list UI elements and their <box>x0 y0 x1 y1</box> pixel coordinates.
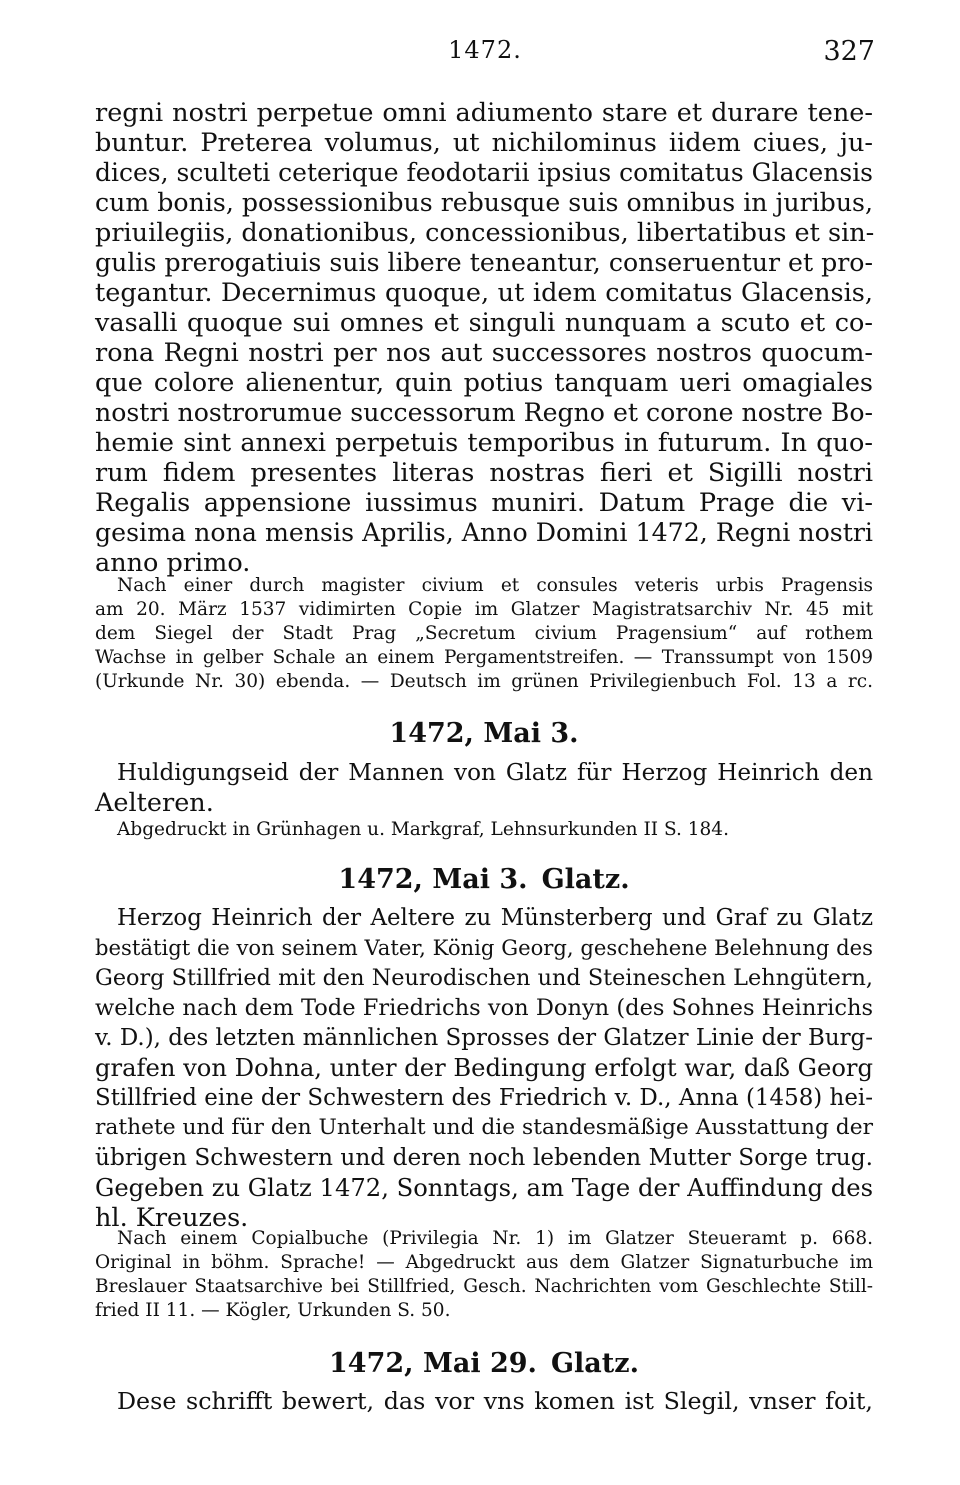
entry-heading <box>95 1348 873 1379</box>
text-line: Regalis appensione iussimus muniri. Datum Prage die vi- <box>95 488 873 518</box>
note-line: fried II 11. — Kögler, Urkunden S. 50. <box>95 1300 451 1321</box>
text-line: Huldigungseid der Mannen von Glatz für Herzog Heinrich den <box>117 760 873 786</box>
note-line: Wachse in gelber Schale an einem Pergamentstreifen. — Transsumpt von 1509 <box>95 647 873 668</box>
text-line: hl. Kreuzes. <box>95 1203 249 1233</box>
note-line: Original in böhm. Sprache! — Abgedruckt aus dem Glatzer Signaturbuche im <box>95 1252 873 1273</box>
text-line: Gegeben zu Glatz 1472, Sonntags, am Tage der Auffindung des <box>95 1174 873 1202</box>
text-line: hemie sint annexi perpetuis temporibus in futurum. In quo- <box>95 428 873 458</box>
entry-summary <box>95 903 873 1233</box>
text-line: que colore alienentur, quin potius tanquam ueri omagiales <box>95 368 873 398</box>
text-line: v. D.), des letzten männlichen Sprosses der Glatzer Linie der Burg- <box>95 1025 873 1051</box>
note-line: (Urkunde Nr. 30) ebenda. — Deutsch im grünen Privilegienbuch Fol. 13 a rc. <box>95 671 873 692</box>
text-line: übrigen Schwestern und deren noch lebenden Mutter Sorge trug. <box>95 1144 873 1171</box>
source-note-2 <box>95 818 873 842</box>
entry-heading-place: Glatz. <box>550 1348 639 1379</box>
entry-heading <box>95 718 873 749</box>
entry-heading-date: 1472, Mai 3. <box>389 718 579 749</box>
note-line: Abgedruckt in Grünhagen u. Markgraf, Lehnsurkunden II S. 184. <box>117 819 729 840</box>
running-head <box>95 36 875 70</box>
text-line: priuilegiis, donationibus, concessionibus, libertatibus et sin- <box>95 218 875 248</box>
text-line: dices, sculteti ceterique feodotarii ipsius comitatus Glacensis <box>95 158 873 187</box>
text-line: gesima nona mensis Aprilis, Anno Domini 1472, Regni nostri <box>95 518 873 547</box>
note-line: Breslauer Staatsarchive bei Stillfried, Gesch. Nachrichten vom Geschlechte Still- <box>95 1276 873 1297</box>
text-line: rum fidem presentes literas nostras fieri et Sigilli nostri <box>95 458 873 488</box>
note-line: dem Siegel der Stadt Prag „Secretum civium Pragensium“ auf rothem <box>95 623 873 644</box>
text-line: cum bonis, possessionibus rebusque suis omnibus in juribus, <box>95 188 873 217</box>
text-line: Dese schrifft bewert, das vor vns komen ist Slegil, vnser foit, <box>117 1387 873 1415</box>
note-line: Nach einer durch magister civium et consules veteris urbis Pragensis <box>117 575 873 596</box>
entry-heading-date: 1472, Mai 29. <box>329 1348 537 1379</box>
text-line: bestätigt die von seinem Vater, König Georg, geschehene Belehnung des <box>95 935 873 960</box>
charter-text-latin <box>95 98 873 578</box>
source-note-3 <box>95 1227 873 1323</box>
page-number: 327 <box>823 36 875 67</box>
entry-heading <box>95 864 873 895</box>
text-line: Stillfried eine der Schwestern des Friedrich v. D., Anna (1458) hei- <box>95 1085 873 1111</box>
text-line: rona Regni nostri per nos aut successores nostros quocum- <box>95 338 873 368</box>
text-line: vasalli quoque sui omnes et singuli nunquam a scuto et co- <box>95 308 873 338</box>
note-line: am 20. März 1537 vidimirten Copie im Glatzer Magistratsarchiv Nr. 45 mit <box>95 599 873 620</box>
text-line: tegantur. Decernimus quoque, ut idem comitatus Glacensis, <box>95 278 873 308</box>
source-note-1 <box>95 574 873 694</box>
entry-heading-place: Glatz. <box>541 864 630 895</box>
text-line: buntur. Preterea volumus, ut nichilominus iidem ciues, ju- <box>95 128 873 158</box>
text-line: welche nach dem Tode Friedrichs von Donyn (des Sohnes Heinrichs <box>95 995 873 1021</box>
entry-summary <box>95 758 873 818</box>
text-line: grafen von Dohna, unter der Bedingung erfolgt war, daß Georg <box>95 1054 874 1082</box>
text-line: Aelteren. <box>95 788 214 818</box>
text-line: nostri nostrorumue successorum Regno et corone nostre Bo- <box>95 398 874 427</box>
running-head-year: 1472. <box>448 36 522 64</box>
text-line: Georg Stillfried mit den Neurodischen und Steineschen Lehngütern, <box>95 965 873 991</box>
text-line: gulis prerogatiuis suis libere teneantur, conseruentur et pro- <box>95 248 873 277</box>
text-line: rathete und für den Unterhalt und die standesmäßige Ausstattung der <box>95 1115 873 1140</box>
note-line: Nach einem Copialbuche (Privilegia Nr. 1) im Glatzer Steueramt p. 668. <box>117 1228 873 1249</box>
entry-heading-date: 1472, Mai 3. <box>338 864 528 895</box>
charter-text-german <box>95 1386 873 1416</box>
text-line: Herzog Heinrich der Aeltere zu Münsterberg und Graf zu Glatz <box>117 905 873 931</box>
text-line: anno primo. <box>95 548 251 578</box>
text-line: regni nostri perpetue omni adiumento stare et durare tene- <box>95 98 873 128</box>
